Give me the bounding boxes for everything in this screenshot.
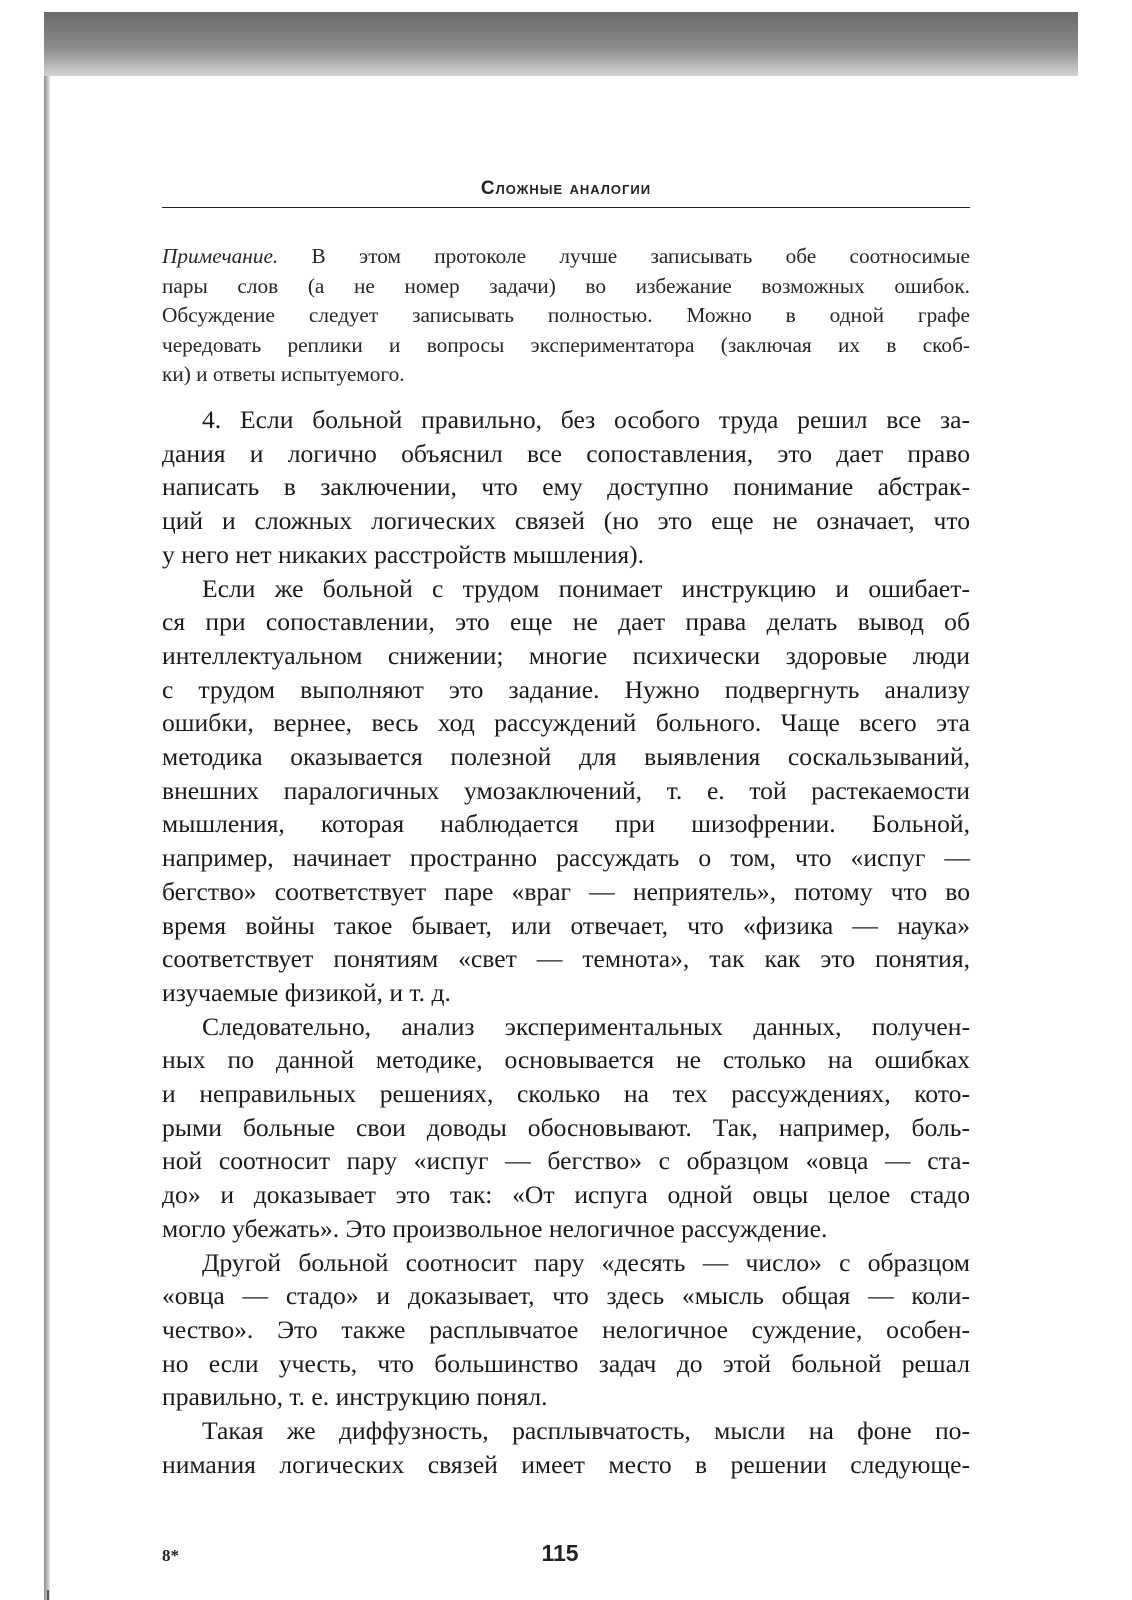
protocol-note (162, 242, 970, 390)
body-line: «овца — стадо» и доказывает, что здесь «мысль общая — коли- (162, 1281, 970, 1311)
printer-signature: 8* (162, 1546, 179, 1565)
body-line: методика оказывается полезной для выявления соскальзываний, (162, 742, 970, 772)
note-line (162, 242, 970, 272)
body-line: ся при сопоставлении, это еще не дает права делать вывод об (162, 607, 970, 637)
note-line: ки) и ответы испытуемого. (162, 362, 405, 386)
body-line: Такая же диффузность, расплывчатость, мысли на фоне по- (202, 1416, 970, 1446)
body-line: например, начинает пространно рассуждать о том, что «испуг — (162, 843, 970, 873)
body-line: 4. Если больной правильно, без особого труда решил все за- (202, 405, 970, 434)
body-line: бегство» соответствует паре «враг — неприятель», потому что во (162, 876, 970, 906)
note-line: чередовать реплики и вопросы экспериментатора (заключая их в скоб- (162, 332, 970, 357)
body-line: Следовательно, анализ экспериментальных данных, получен- (202, 1011, 970, 1041)
body-line: мышления, которая наблюдается при шизофрении. Больной, (162, 809, 970, 839)
body-line: могло убежать». Это произвольное нелогичное рассуждение. (162, 1213, 828, 1243)
body-line: внешних паралогичных умозаключений, т. е. той растекаемости (162, 775, 970, 805)
body-line: изучаемые физикой, и т. д. (162, 977, 451, 1007)
body-line: нимания логических связей имеет место в решении следующе- (162, 1449, 970, 1479)
note-line-text: В этом протоколе лучше записывать обе соотносимые (278, 244, 970, 268)
body-line: ошибки, вернее, весь ход рассуждений больного. Чаще всего эта (162, 708, 970, 738)
body-line: написать в заключении, что ему доступно понимание абстрак- (162, 472, 970, 502)
scan-top-band (44, 12, 1078, 76)
scan-spine-line (47, 1590, 49, 1600)
body-line: время войны такое бывает, или отвечает, что «физика — наука» (162, 910, 970, 940)
note-line: Обсуждение следует записывать полностью. Можно в одной графе (162, 303, 970, 327)
note-label: Примечание. (162, 244, 279, 268)
body-line: ций и сложных логических связей (но это еще не означает, что (162, 506, 970, 536)
body-line: чество». Это также расплывчатое нелогичное суждение, особен- (162, 1314, 970, 1344)
body-line: но если учесть, что большинство задач до этой больной решал (162, 1348, 970, 1378)
body-line: с трудом выполняют это задание. Нужно подвергнуть анализу (162, 674, 970, 704)
body-line: ной соотносит пару «испуг — бегство» с образцом «овца — ста- (162, 1146, 970, 1176)
body-line: у него нет никаких расстройств мышления). (162, 539, 645, 569)
body-line: Другой больной соотносит пару «десять — число» с образцом (202, 1247, 970, 1277)
page-number: 115 (541, 1540, 579, 1566)
body-line: и неправильных решениях, сколько на тех рассуждениях, кото- (162, 1079, 970, 1109)
body-line: соответствует понятиям «свет — темнота», так как это понятия, (162, 944, 970, 974)
body-text (162, 403, 970, 1482)
body-line: правильно, т. е. инструкцию понял. (162, 1382, 548, 1412)
body-line: ных по данной методике, основывается не столько на ошибках (162, 1045, 970, 1075)
body-line: дания и логично объяснил все сопоставления, это дает право (162, 438, 970, 468)
body-line: Если же больной с трудом понимает инструкцию и ошибает- (202, 573, 970, 603)
body-line: до» и доказывает это так: «От испуга одной овцы целое стадо (162, 1180, 970, 1210)
body-line: рыми больные свои доводы обосновывают. Так, например, боль- (162, 1112, 970, 1142)
running-head: Сложные аналогии (480, 178, 652, 199)
note-line: пары слов (а не номер задачи) во избежание возможных ошибок. (162, 273, 970, 298)
running-head-rule (162, 207, 970, 208)
scan-spine-shadow (44, 76, 50, 1600)
body-line: интеллектуальном снижении; многие психически здоровые люди (162, 640, 970, 670)
